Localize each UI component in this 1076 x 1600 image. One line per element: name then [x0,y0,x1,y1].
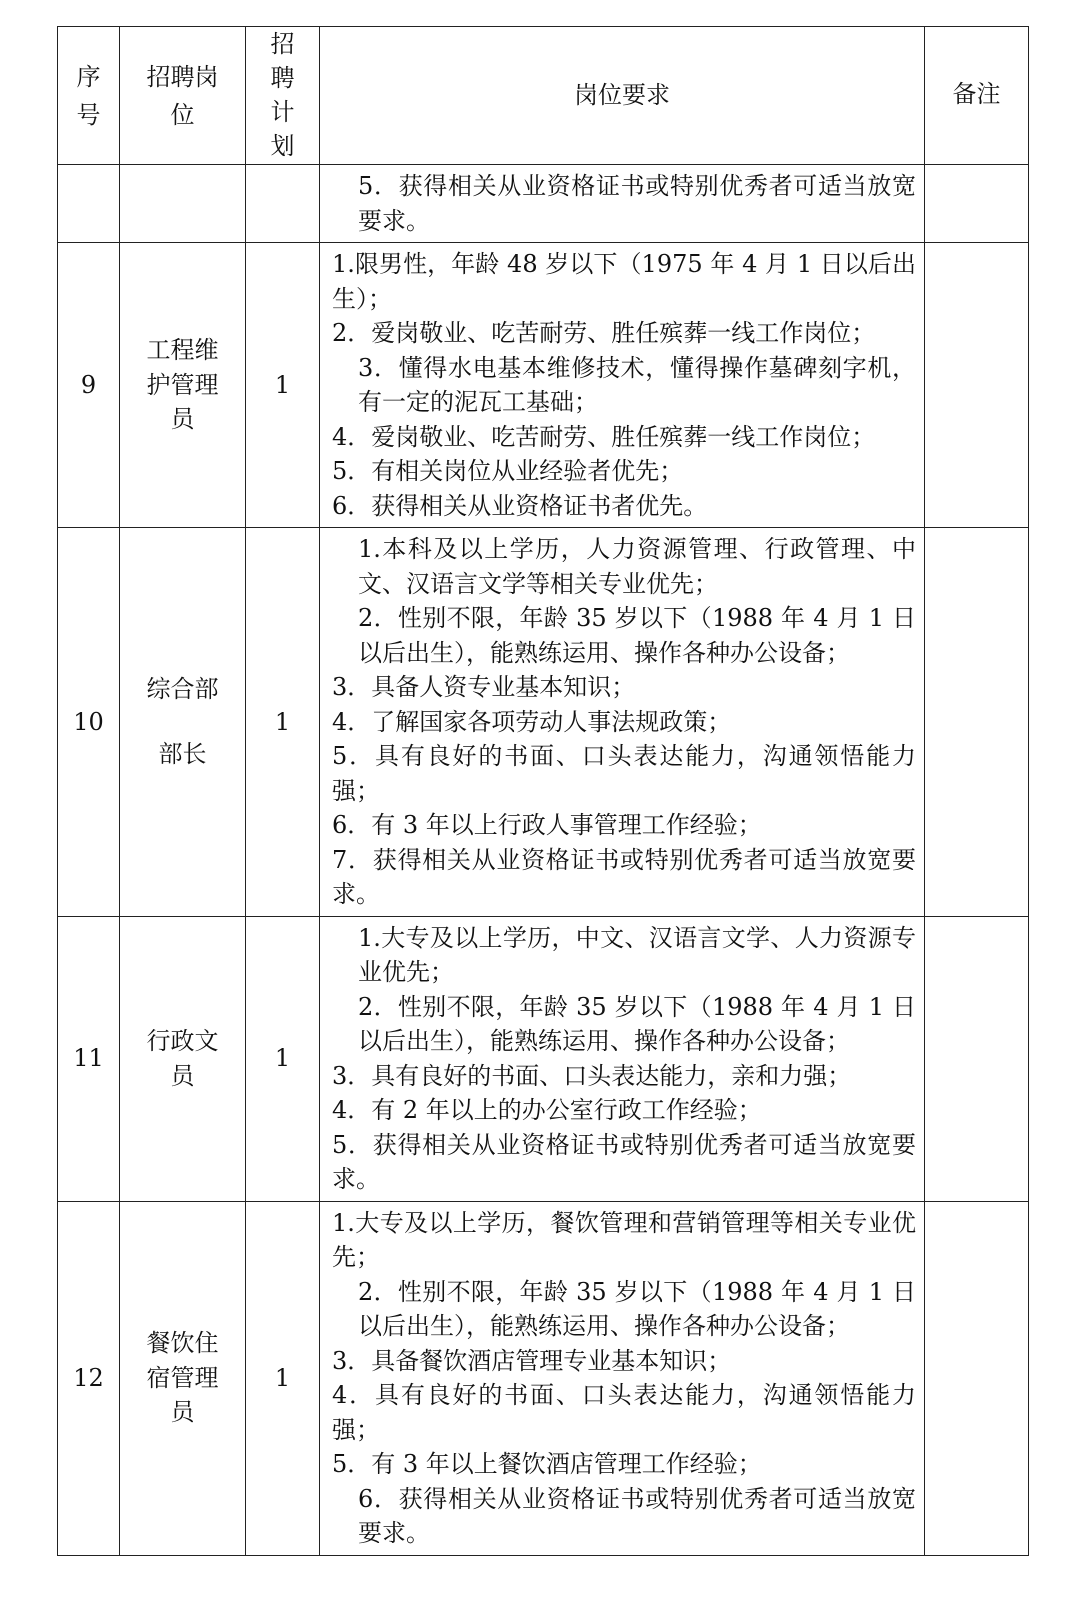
row-plan: 1 [246,528,320,917]
header-plan: 招聘计划 [246,27,320,165]
requirement-item: 4．爱岗敬业、吃苦耐劳、胜任殡葬一线工作岗位； [332,422,876,451]
requirement-item: 5．有相关岗位从业经验者优先； [332,457,684,485]
recruitment-table [57,26,1029,1556]
table-header-row [58,27,1029,165]
row-idx: 11 [58,916,120,1201]
header-requirements: 岗位要求 [320,27,925,165]
requirement-item: 1.本科及以上学历，人力资源管理、行政管理、中文、汉语言文学等相关专业优先； [358,535,916,598]
requirement-item: 3．具有良好的书面、口头表达能力，亲和力强； [332,1061,852,1090]
requirement-item: 3．懂得水电基本维修技术，懂得操作墓碑刻字机，有一定的泥瓦工基础； [358,353,916,416]
row-position: 综合部 部长 [120,528,246,917]
requirement-item: 6．有 3 年以上行政人事管理工作经验； [332,811,762,839]
requirement-item: 5．获得相关从业资格证书或特别优秀者可适当放宽要求。 [332,1130,916,1193]
row-position [120,165,246,243]
row-requirements [320,916,925,1201]
requirement-item: 3．具备餐饮酒店管理专业基本知识； [332,1346,732,1375]
table-row [58,165,1029,243]
row-idx [58,165,120,243]
row-plan: 1 [246,1201,320,1555]
requirement-item: 1.限男性，年龄 48 岁以下（1975 年 4 月 1 日以后出生）； [332,250,916,313]
header-position: 招聘岗位 [120,27,246,165]
requirement-item: 5．具有良好的书面、口头表达能力，沟通领悟能力强； [332,742,916,805]
requirement-item: 1.大专及以上学历，餐饮管理和营销管理等相关专业优先； [332,1208,916,1271]
row-note [925,1201,1029,1555]
requirement-item: 3．具备人资专业基本知识； [332,673,636,701]
row-requirements [320,243,925,528]
row-plan: 1 [246,243,320,528]
row-requirements [320,165,925,243]
row-note [925,165,1029,243]
table-row [58,916,1029,1201]
table-row [58,1201,1029,1555]
row-plan: 1 [246,916,320,1201]
header-note: 备注 [925,27,1029,165]
table-row [58,243,1029,528]
row-idx: 12 [58,1201,120,1555]
row-note [925,243,1029,528]
requirement-item: 2．性别不限，年龄 35 岁以下（1988 年 4 月 1 日以后出生），能熟练运用、操作各种办公设备； [358,1277,916,1340]
requirement-item: 5．有 3 年以上餐饮酒店管理工作经验； [332,1450,762,1478]
requirement-item: 2．性别不限，年龄 35 岁以下（1988 年 4 月 1 日以后出生），能熟练运用、操作各种办公设备； [358,604,916,667]
requirement-item: 2．爱岗敬业、吃苦耐劳、胜任殡葬一线工作岗位； [332,319,876,347]
row-position: 行政文员 [120,916,246,1201]
requirement-item: 4．了解国家各项劳动人事法规政策； [332,707,732,736]
row-position: 餐饮住宿管理员 [120,1201,246,1555]
row-note [925,916,1029,1201]
row-requirements [320,528,925,917]
requirement-item: 2．性别不限，年龄 35 岁以下（1988 年 4 月 1 日以后出生），能熟练运用、操作各种办公设备； [358,992,916,1055]
requirement-item: 6．获得相关从业资格证书或特别优秀者可适当放宽要求。 [358,1484,916,1547]
requirement-item: 7．获得相关从业资格证书或特别优秀者可适当放宽要求。 [332,845,916,908]
row-idx: 10 [58,528,120,917]
requirement-item: 1.大专及以上学历，中文、汉语言文学、人力资源专业优先； [358,923,916,986]
requirement-item: 6．获得相关从业资格证书者优先。 [332,491,708,520]
row-requirements [320,1201,925,1555]
row-idx: 9 [58,243,120,528]
row-plan [246,165,320,243]
header-idx: 序号 [58,27,120,165]
requirement-item: 4．具有良好的书面、口头表达能力，沟通领悟能力强； [332,1381,916,1444]
requirement-item: 4．有 2 年以上的办公室行政工作经验； [332,1096,762,1124]
requirement-item: 5．获得相关从业资格证书或特别优秀者可适当放宽要求。 [358,172,916,235]
table-row [58,528,1029,917]
row-position: 工程维护管理员 [120,243,246,528]
row-note [925,528,1029,917]
